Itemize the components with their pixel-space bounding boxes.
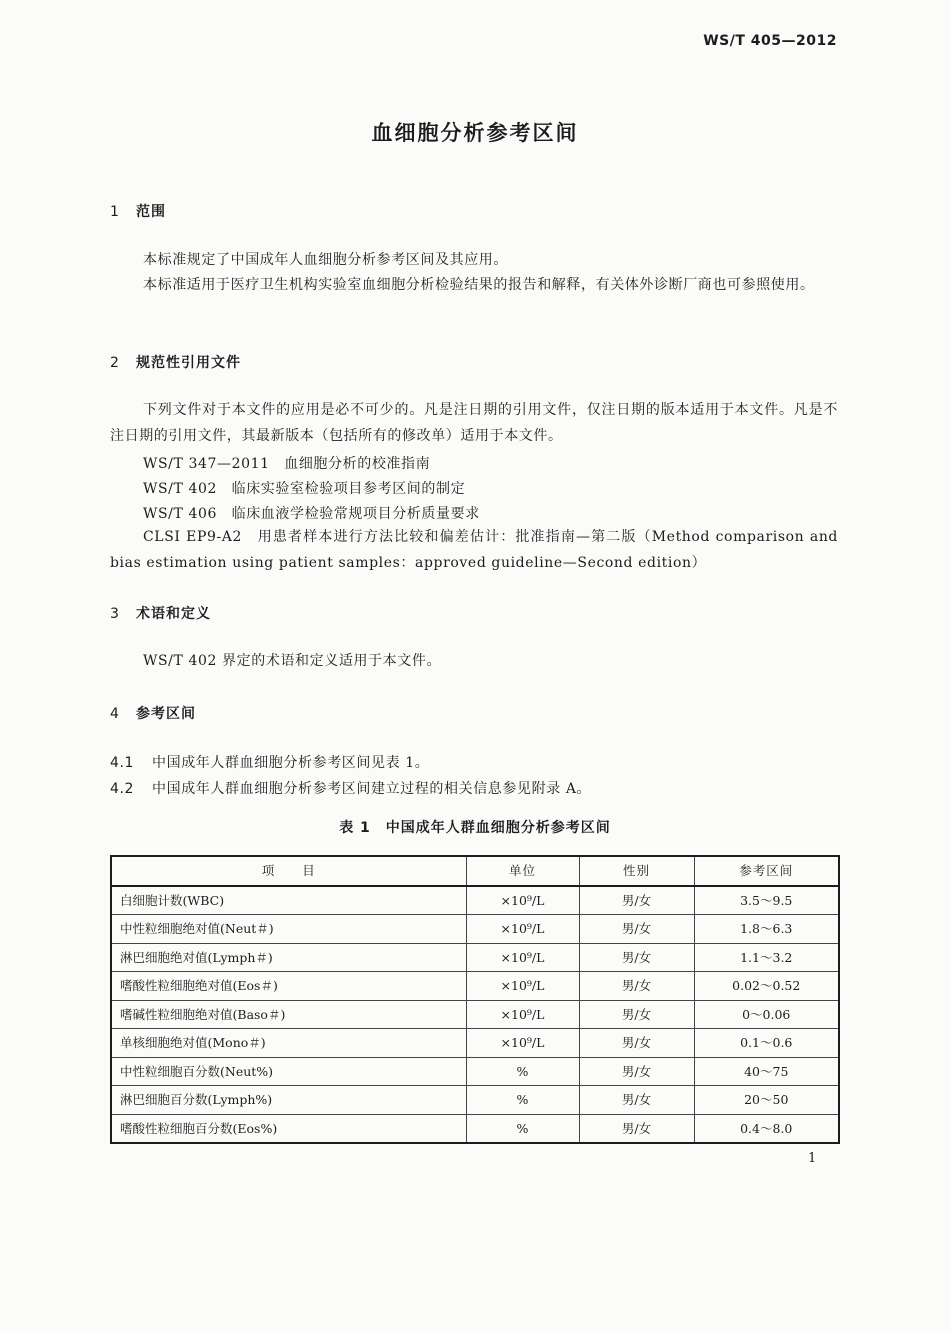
cell-sex: 男/女 — [579, 1114, 694, 1143]
cell-sex: 男/女 — [579, 1000, 694, 1029]
reference-item: WS/T 347—2011 血细胞分析的校准指南 — [143, 456, 431, 472]
reference-item-clsi: CLSI EP9-A2 用患者样本进行方法比较和偏差估计：批准指南—第二版（Method comparison and bias estimation using patient samples：approved guideline—Second edition） — [110, 529, 838, 571]
section-title: 参考区间 — [136, 706, 196, 722]
column-header-range: 参考区间 — [694, 856, 839, 886]
document-title: 血细胞分析参考区间 — [371, 121, 579, 145]
cell-range: 0.4～8.0 — [694, 1114, 839, 1143]
document-code: WS/T 405—2012 — [703, 33, 837, 49]
table-row — [111, 915, 839, 944]
clause-4-1 — [110, 752, 429, 772]
section-1-paragraph-2: 本标准适用于医疗卫生机构实验室血细胞分析检验结果的报告和解释，有关体外诊断厂商也可参照使用。 — [143, 277, 815, 293]
cell-item: 中性粒细胞百分数(Neut%) — [111, 1057, 466, 1086]
cell-range: 1.8～6.3 — [694, 915, 839, 944]
cell-item: 单核细胞绝对值(Mono＃) — [111, 1029, 466, 1058]
section-1-heading — [110, 201, 166, 221]
cell-unit: % — [466, 1086, 579, 1115]
cell-unit: ×10⁹/L — [466, 915, 579, 944]
cell-item: 白细胞计数(WBC) — [111, 886, 466, 915]
table-row — [111, 1086, 839, 1115]
clause-text: 中国成年人群血细胞分析参考区间建立过程的相关信息参见附录 A。 — [152, 781, 592, 797]
table-row — [111, 1029, 839, 1058]
cell-unit: % — [466, 1114, 579, 1143]
cell-range: 0.1～0.6 — [694, 1029, 839, 1058]
table-row — [111, 943, 839, 972]
clause-4-2 — [110, 778, 591, 798]
column-header-unit: 单位 — [466, 856, 579, 886]
cell-range: 3.5～9.5 — [694, 886, 839, 915]
section-3-heading — [110, 603, 211, 623]
section-number: 4 — [110, 706, 120, 722]
reference-item: WS/T 402 临床实验室检验项目参考区间的制定 — [143, 481, 466, 497]
section-4-heading — [110, 703, 196, 723]
section-title: 范围 — [136, 204, 166, 220]
cell-sex: 男/女 — [579, 972, 694, 1001]
section-1-paragraph-1: 本标准规定了中国成年人血细胞分析参考区间及其应用。 — [143, 252, 508, 268]
cell-range: 40～75 — [694, 1057, 839, 1086]
clause-number: 4.2 — [110, 781, 135, 797]
cell-range: 0～0.06 — [694, 1000, 839, 1029]
table-row — [111, 972, 839, 1001]
cell-item: 嗜碱性粒细胞绝对值(Baso＃) — [111, 1000, 466, 1029]
section-3-paragraph-1: WS/T 402 界定的术语和定义适用于本文件。 — [143, 653, 442, 669]
cell-unit: ×10⁹/L — [466, 1029, 579, 1058]
table-caption: 表 1 中国成年人群血细胞分析参考区间 — [339, 820, 611, 836]
cell-sex: 男/女 — [579, 1029, 694, 1058]
cell-item: 淋巴细胞绝对值(Lymph＃) — [111, 943, 466, 972]
section-number: 1 — [110, 204, 120, 220]
section-number: 3 — [110, 606, 120, 622]
table-row — [111, 1057, 839, 1086]
section-number: 2 — [110, 355, 120, 371]
cell-range: 20～50 — [694, 1086, 839, 1115]
cell-unit: ×10⁹/L — [466, 1000, 579, 1029]
table-row — [111, 1114, 839, 1143]
cell-unit: ×10⁹/L — [466, 972, 579, 1001]
cell-item: 淋巴细胞百分数(Lymph%) — [111, 1086, 466, 1115]
cell-sex: 男/女 — [579, 1086, 694, 1115]
section-2-paragraph-1: 下列文件对于本文件的应用是必不可少的。凡是注日期的引用文件，仅注日期的版本适用于本文件。凡是不注日期的引用文件，其最新版本（包括所有的修改单）适用于本文件。 — [110, 402, 838, 444]
cell-unit: % — [466, 1057, 579, 1086]
table-header-row — [111, 856, 839, 886]
reference-item: WS/T 406 临床血液学检验常规项目分析质量要求 — [143, 506, 480, 522]
column-header-item: 项 目 — [111, 856, 466, 886]
cell-sex: 男/女 — [579, 1057, 694, 1086]
cell-item: 嗜酸性粒细胞绝对值(Eos＃) — [111, 972, 466, 1001]
cell-unit: ×10⁹/L — [466, 943, 579, 972]
cell-sex: 男/女 — [579, 915, 694, 944]
reference-interval-table — [110, 855, 840, 1144]
cell-sex: 男/女 — [579, 886, 694, 915]
column-header-sex: 性别 — [579, 856, 694, 886]
clause-number: 4.1 — [110, 755, 135, 771]
cell-range: 0.02～0.52 — [694, 972, 839, 1001]
cell-item: 嗜酸性粒细胞百分数(Eos%) — [111, 1114, 466, 1143]
cell-unit: ×10⁹/L — [466, 886, 579, 915]
table-row — [111, 886, 839, 915]
cell-range: 1.1～3.2 — [694, 943, 839, 972]
table-row — [111, 1000, 839, 1029]
section-title: 术语和定义 — [136, 606, 211, 622]
cell-sex: 男/女 — [579, 943, 694, 972]
section-2-heading — [110, 352, 241, 372]
section-title: 规范性引用文件 — [136, 355, 241, 371]
cell-item: 中性粒细胞绝对值(Neut＃) — [111, 915, 466, 944]
clause-text: 中国成年人群血细胞分析参考区间见表 1。 — [152, 755, 430, 771]
page-number: 1 — [808, 1151, 817, 1166]
